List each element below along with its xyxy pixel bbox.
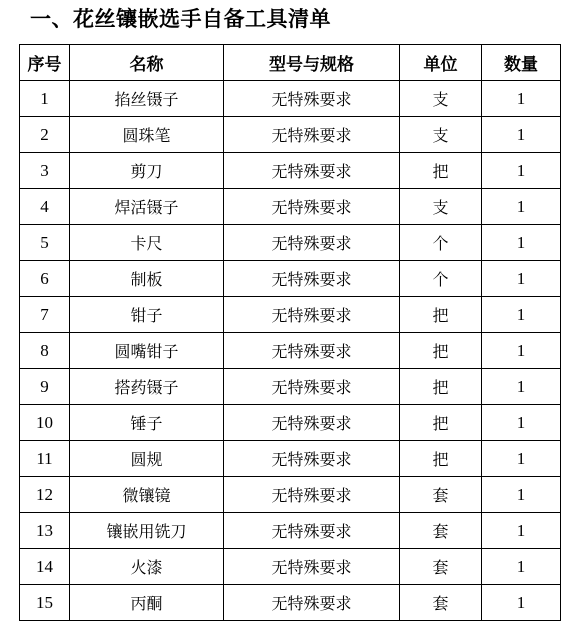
cell-unit: 个 [400,261,482,297]
cell-serial: 10 [20,405,70,441]
tools-table [19,44,561,621]
cell-name: 锤子 [70,405,224,441]
cell-quantity: 1 [482,477,561,513]
cell-serial: 3 [20,153,70,189]
cell-quantity: 1 [482,117,561,153]
cell-unit: 把 [400,297,482,333]
cell-unit: 个 [400,225,482,261]
table-row [20,261,561,297]
cell-spec: 无特殊要求 [224,117,400,153]
cell-quantity: 1 [482,369,561,405]
cell-serial: 1 [20,81,70,117]
cell-spec: 无特殊要求 [224,225,400,261]
cell-serial: 7 [20,297,70,333]
cell-unit: 支 [400,117,482,153]
cell-spec: 无特殊要求 [224,513,400,549]
cell-quantity: 1 [482,153,561,189]
cell-spec: 无特殊要求 [224,261,400,297]
header-name: 名称 [70,45,224,81]
cell-name: 焊活镊子 [70,189,224,225]
cell-quantity: 1 [482,81,561,117]
cell-name: 钳子 [70,297,224,333]
table-row [20,369,561,405]
header-spec: 型号与规格 [224,45,400,81]
header-quantity: 数量 [482,45,561,81]
cell-quantity: 1 [482,441,561,477]
cell-name: 掐丝镊子 [70,81,224,117]
cell-serial: 13 [20,513,70,549]
cell-serial: 12 [20,477,70,513]
cell-quantity: 1 [482,333,561,369]
cell-unit: 套 [400,549,482,585]
table-header-row [20,45,561,81]
cell-spec: 无特殊要求 [224,477,400,513]
cell-serial: 8 [20,333,70,369]
document-title: 一、花丝镶嵌选手自备工具清单 [30,7,331,31]
cell-name: 卡尺 [70,225,224,261]
cell-serial: 14 [20,549,70,585]
header-serial: 序号 [20,45,70,81]
table-row [20,117,561,153]
cell-unit: 把 [400,369,482,405]
cell-quantity: 1 [482,513,561,549]
header-unit: 单位 [400,45,482,81]
cell-spec: 无特殊要求 [224,153,400,189]
cell-name: 剪刀 [70,153,224,189]
cell-unit: 把 [400,333,482,369]
cell-unit: 支 [400,81,482,117]
cell-spec: 无特殊要求 [224,369,400,405]
cell-name: 制板 [70,261,224,297]
cell-serial: 5 [20,225,70,261]
table-row [20,225,561,261]
table-row [20,333,561,369]
cell-unit: 把 [400,405,482,441]
cell-name: 圆珠笔 [70,117,224,153]
cell-serial: 2 [20,117,70,153]
cell-name: 微镶镜 [70,477,224,513]
cell-serial: 4 [20,189,70,225]
cell-serial: 9 [20,369,70,405]
cell-name: 搭药镊子 [70,369,224,405]
cell-unit: 套 [400,513,482,549]
cell-serial: 15 [20,585,70,621]
table-row [20,585,561,621]
table-row [20,441,561,477]
cell-quantity: 1 [482,189,561,225]
cell-spec: 无特殊要求 [224,81,400,117]
cell-quantity: 1 [482,261,561,297]
cell-unit: 把 [400,153,482,189]
cell-unit: 支 [400,189,482,225]
cell-quantity: 1 [482,585,561,621]
cell-name: 火漆 [70,549,224,585]
cell-spec: 无特殊要求 [224,585,400,621]
cell-spec: 无特殊要求 [224,549,400,585]
table-row [20,405,561,441]
table-row [20,189,561,225]
cell-name: 圆嘴钳子 [70,333,224,369]
table-row [20,513,561,549]
cell-name: 圆规 [70,441,224,477]
cell-quantity: 1 [482,225,561,261]
table-row [20,549,561,585]
cell-spec: 无特殊要求 [224,333,400,369]
cell-spec: 无特殊要求 [224,297,400,333]
cell-serial: 11 [20,441,70,477]
cell-name: 丙酮 [70,585,224,621]
cell-spec: 无特殊要求 [224,441,400,477]
cell-quantity: 1 [482,405,561,441]
table-row [20,153,561,189]
cell-spec: 无特殊要求 [224,405,400,441]
table-row [20,297,561,333]
cell-serial: 6 [20,261,70,297]
cell-unit: 把 [400,441,482,477]
cell-spec: 无特殊要求 [224,189,400,225]
cell-unit: 套 [400,585,482,621]
cell-unit: 套 [400,477,482,513]
table-row [20,477,561,513]
table-body [20,81,561,621]
table-row [20,81,561,117]
cell-quantity: 1 [482,549,561,585]
cell-name: 镶嵌用铣刀 [70,513,224,549]
cell-quantity: 1 [482,297,561,333]
